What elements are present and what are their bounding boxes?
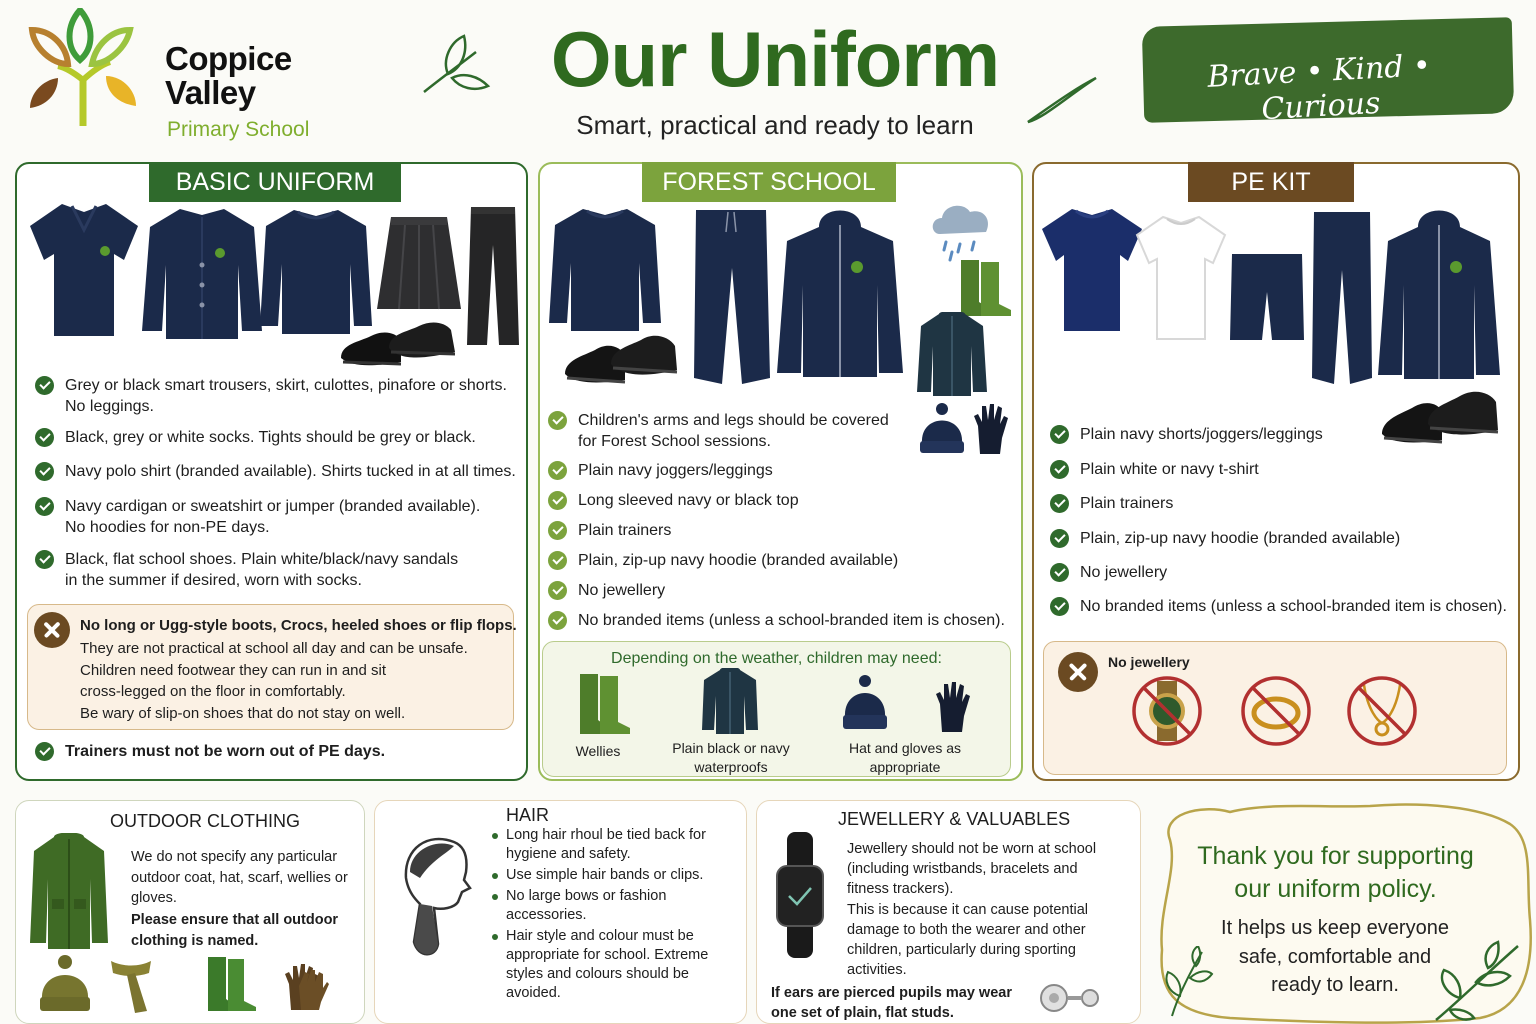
list-item: Navy cardigan or sweatshirt or jumper (branded available). No hoodies for non-PE days. <box>35 496 520 538</box>
list-item: Hair style and colour must be appropriate for school. Extreme styles and colours should be avoided. <box>490 927 720 1003</box>
shorts-icon <box>1228 252 1306 344</box>
no-watch-icon <box>1131 675 1203 747</box>
ponytail-head-icon <box>398 832 478 964</box>
pe-kit-title: PE KIT <box>1188 162 1354 202</box>
list-item: No jewellery <box>548 580 1018 601</box>
forest-school-title: FOREST SCHOOL <box>642 162 896 202</box>
footwear-warning-text: They are not practical at school all day and can be unsafe. Children need footwear they can run in and sit cross-legged on the floor in comfortably. Be wary of slip-on shoes that do not stay on well. <box>80 640 468 722</box>
list-item: Children's arms and legs should be covered for Forest School sessions. <box>548 410 1018 452</box>
list-item: No jewellery <box>1050 562 1515 583</box>
trainers-icon <box>563 330 681 392</box>
list-item: Long sleeved navy or black top <box>548 490 1018 511</box>
waterproof-coat-small-icon <box>915 312 989 398</box>
check-icon <box>35 462 54 481</box>
pleated-skirt-icon <box>375 215 463 315</box>
leaf-sprig-right-icon <box>1430 940 1526 1022</box>
green-coat-icon <box>28 833 110 951</box>
tree-logo-icon <box>28 8 138 130</box>
white-tshirt-icon <box>1135 213 1227 343</box>
check-icon <box>35 376 54 395</box>
brown-gloves-icon <box>283 962 329 1012</box>
check-icon <box>548 411 567 430</box>
forest-school-list <box>548 410 1018 631</box>
no-bracelet-icon <box>1240 675 1312 747</box>
page-title: Our Uniform <box>550 15 1000 103</box>
cardigan-icon <box>140 205 265 343</box>
no-jewellery-label: No jewellery <box>1108 654 1190 670</box>
school-logo <box>28 8 138 130</box>
check-icon <box>548 581 567 600</box>
gloves-icon <box>932 680 972 734</box>
check-icon <box>1050 597 1069 616</box>
outdoor-clothing-title: OUTDOOR CLOTHING <box>110 811 301 831</box>
list-item: No branded items (unless a school-branded item is chosen). <box>1050 596 1515 617</box>
school-name-line1: Coppice <box>165 40 292 77</box>
list-item: No large bows or fashion accessories. <box>490 887 720 925</box>
cross-icon <box>1058 652 1098 692</box>
wellies-caption: Wellies <box>575 743 621 759</box>
thanks-text: It helps us keep everyone safe, comfortable and ready to learn. <box>1221 917 1449 996</box>
check-icon <box>35 428 54 447</box>
check-icon <box>35 550 54 569</box>
beanie-icon <box>842 675 888 731</box>
outdoor-clothing-text: We do not specify any particular outdoor coat, hat, scarf, wellies or gloves. <box>131 849 348 906</box>
pe-hoodie-icon <box>1376 205 1502 383</box>
trousers-icon <box>465 205 521 347</box>
school-shoes-icon <box>337 318 463 374</box>
check-icon <box>548 521 567 540</box>
check-icon <box>548 551 567 570</box>
leaf-sprig-left-icon <box>1162 946 1214 1018</box>
waterproofs-caption: Plain black or navy waterproofs <box>672 740 790 775</box>
basic-uniform-title: BASIC UNIFORM <box>149 162 401 202</box>
navy-top-icon <box>545 205 665 335</box>
school-name <box>165 42 292 110</box>
jewellery-para2: This is because it can cause potential damage to both the wearer and other children, particularly during sporting activities. <box>847 902 1088 978</box>
check-icon <box>1050 460 1069 479</box>
list-item: Plain, zip-up navy hoodie (branded available) <box>1050 528 1515 549</box>
weather-box-title: Depending on the weather, children may need: <box>611 650 942 667</box>
list-item: Black, grey or white socks. Tights should be grey or black. <box>35 427 520 448</box>
hair-title: HAIR <box>506 805 550 825</box>
fitness-tracker-icon <box>771 830 829 960</box>
list-item: Long hair rhoul be tied back for hygiene and safety. <box>490 826 720 864</box>
hoodie-icon <box>775 205 905 381</box>
check-icon <box>1050 425 1069 444</box>
list-item: Plain navy shorts/joggers/leggings <box>1050 424 1515 445</box>
check-icon <box>1050 529 1069 548</box>
list-item: Navy polo shirt (branded available). Shirts tucked in at all times. <box>35 461 520 482</box>
check-icon <box>548 491 567 510</box>
pe-joggers-icon <box>1310 210 1374 386</box>
list-item: Plain trainers <box>548 520 1018 541</box>
hair-list <box>490 826 720 1003</box>
page-subtitle: Smart, practical and ready to learn <box>576 110 974 140</box>
jewellery-para1: Jewellery should not be worn at school (including wristbands, bracelets and fitness trackers). <box>847 841 1097 897</box>
leaf-right-icon <box>1020 72 1100 128</box>
wellies-small-icon <box>955 258 1015 318</box>
scarf-icon <box>105 957 157 1015</box>
navy-tshirt-icon <box>1040 205 1144 335</box>
outdoor-clothing-bold: Please ensure that all outdoor clothing is named. <box>131 912 339 949</box>
cross-icon <box>34 612 70 648</box>
beanie-hat-icon <box>38 955 92 1013</box>
check-icon <box>548 461 567 480</box>
check-icon <box>1050 494 1069 513</box>
list-item: Plain navy joggers/leggings <box>548 460 1018 481</box>
check-icon <box>35 497 54 516</box>
list-item: No branded items (unless a school-branded item is chosen). <box>548 610 1018 631</box>
check-icon <box>35 742 54 761</box>
check-icon <box>1050 563 1069 582</box>
list-item: Plain trainers <box>1050 493 1515 514</box>
stud-earrings-icon <box>1036 980 1110 1016</box>
waterproof-coat-icon <box>700 668 760 736</box>
green-wellies-icon <box>204 955 258 1013</box>
school-type: Primary School <box>167 118 310 141</box>
rain-cloud-icon <box>928 198 994 262</box>
footwear-warning-title: No long or Ugg-style boots, Crocs, heeled shoes or flip flops. <box>80 617 517 634</box>
list-item: Plain white or navy t-shirt <box>1050 459 1515 480</box>
wellies-icon <box>574 672 632 736</box>
hat-gloves-caption: Hat and gloves as appropriate <box>848 740 962 775</box>
values-banner-text: Brave • Kind • Curious <box>1206 48 1432 128</box>
check-icon <box>548 611 567 630</box>
list-item: Grey or black smart trousers, skirt, culottes, pinafore or shorts. No leggings. <box>35 375 520 417</box>
jewellery-studs-note: If ears are pierced pupils may wear one set of plain, flat studs. <box>771 985 1012 1021</box>
pe-kit-list <box>1050 424 1515 617</box>
polo-shirt-icon <box>22 196 147 344</box>
jewellery-title: JEWELLERY & VALUABLES <box>838 809 1071 829</box>
basic-uniform-list <box>35 375 520 591</box>
list-item: Black, flat school shoes. Plain white/black/navy sandals in the summer if desired, worn with socks. <box>35 549 520 591</box>
thanks-title: Thank you for supporting our uniform policy. <box>1197 842 1474 903</box>
no-necklace-icon <box>1346 675 1418 747</box>
joggers-icon <box>690 208 772 388</box>
trainers-note: Trainers must not be worn out of PE days. <box>35 741 505 762</box>
list-item: Plain, zip-up navy hoodie (branded available) <box>548 550 1018 571</box>
list-item: Use simple hair bands or clips. <box>490 866 720 885</box>
school-name-line2: Valley <box>165 74 256 111</box>
